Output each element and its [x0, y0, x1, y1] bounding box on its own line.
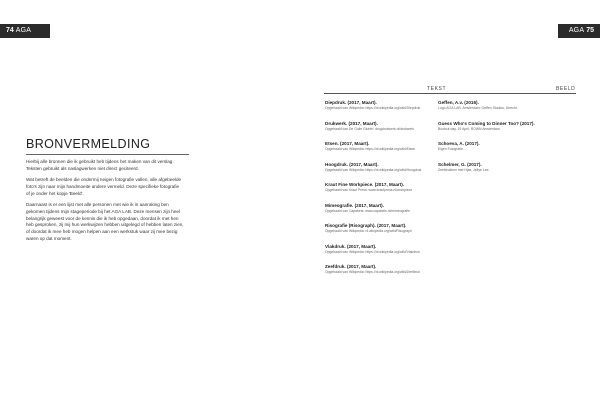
source-title: Zeefdruk. (2017, Maart).: [325, 264, 377, 269]
source-detail: Opgehaald van Kraut Press: www.krautpress.nl/workpiece: [325, 188, 413, 192]
source-detail: Opgehaald van Wikipedia: https://nl.wikipedia.org/wiki/Vlakdruk: [325, 249, 420, 254]
source-title: Etsen. (2017, Maart).: [325, 141, 370, 146]
publication-label-left: AGA: [15, 27, 32, 34]
source-detail: Bootcut day, 19 April. ROWN Amsterdam.: [438, 126, 501, 131]
source-title: Vlakdruk. (2017, Maart).: [325, 243, 377, 249]
intro-text: [26, 159, 184, 247]
source-detail: Logo AGA LAB. Amsterdam: Geffen Studios, Utrecht.: [438, 106, 518, 110]
source-detail: Opgehaald van Wikipedia: https://nl.wikipedia.org/wiki/Diepdruk: [325, 106, 421, 110]
source-entry: [325, 141, 430, 162]
source-detail: Opgehaald van Wikipedia: https://nl.wikipedia.org/wiki/Hoogdruk: [325, 167, 422, 172]
source-entry: [325, 162, 430, 183]
source-title: Guess Who's Coming to Dinner Too? (2017).: [438, 120, 535, 126]
column-heading-text: TEKST: [427, 86, 447, 92]
image-sources-list: [438, 100, 578, 182]
source-entry: [325, 244, 430, 265]
intro-paragraph: Wat betreft de beelden die ondermij neigen fotografie vallen, alle afgebeelde foto's zijn naar mijn handmoeite andere vermeld. Deze specifieke fotografie of je onder het kopje 'Beeld'.: [26, 177, 182, 196]
source-title: Diepdruk. (2017, Maart).: [325, 100, 377, 105]
source-entry: [438, 162, 578, 183]
intro-paragraph: Hierbij alle bronnen die ik gebruikt heb tijdens het maken van dit verslag. Teksten gebruikt als naslagwerken niet direct geciteerd.: [26, 159, 174, 171]
source-entry: [438, 100, 578, 121]
column-heading-divider: [324, 93, 576, 94]
page-number-tab-left: [0, 24, 50, 38]
source-title: Mimeografie. (2017, Maart).: [325, 202, 384, 208]
source-detail: Opgehaald van Capabels: www.capabels.nl/mimeografie: [325, 208, 411, 213]
text-sources-list: [325, 100, 430, 285]
source-entry: [325, 121, 430, 142]
page-number-left: 74: [6, 27, 14, 34]
source-title: Risografie (Risograph). (2017, Maart).: [325, 223, 407, 228]
source-detail: Opgehaald van Wikipedia: nl.wikipedia.org/wiki/Risograph: [325, 229, 412, 233]
source-entry: [325, 223, 430, 244]
source-entry: [325, 264, 430, 285]
source-entry: [325, 182, 430, 203]
source-title: Geffen, A.v. (2016).: [438, 100, 479, 105]
source-entry: [438, 121, 578, 142]
intro-paragraph: Daarnaast is er een lijst met alle personen met wie ik in aanraking ben gekomen tijdens mijn stageperiode bij het AGA LAB. Deze mensen zijn heel belangrijk geweest voor de kennis die ik heb opgedaan, doordat ik met hen heb gesproken, zij mij hun werkwijzen hebben uitgelegd of hebben laten zien, of doordat ik mee heb mogen helpen aan een werkstuk waar zij mee bezig waren op dat moment.: [26, 201, 184, 241]
source-detail: Opgehaald van Wikipedia: https://nl.wikipedia.org/wiki/Zeefdruk: [325, 270, 420, 274]
source-title: Schoeva, A. (2017).: [438, 141, 480, 146]
source-title: Drukwerk. (2017, Maart).: [325, 120, 378, 126]
source-detail: Opgehaald van De Gulle Gluren: drogdrukwerk.nl/drukwerk: [325, 126, 414, 131]
source-entry: [438, 141, 578, 162]
page-title: BRONVERMELDING: [26, 137, 151, 151]
source-title: Schelmer, G. (2017).: [438, 161, 482, 167]
source-title: Hoogdruk. (2017, Maart).: [325, 161, 379, 167]
source-title: Kraut Fine Workpiece. (2017, Maart).: [325, 182, 405, 187]
source-detail: Zeefdrukken met Hjas, Jeltye Lee.: [438, 167, 490, 172]
page-number-tab-right: [558, 24, 600, 38]
title-divider: [26, 154, 189, 155]
source-entry: [325, 100, 430, 121]
page-number-right: 75: [586, 27, 594, 34]
column-heading-image: BEELD: [556, 86, 576, 92]
publication-label-right: AGA: [568, 27, 585, 34]
source-entry: [325, 203, 430, 224]
source-detail: Eigen Fotografie.: [438, 147, 464, 151]
source-detail: Opgehaald van Wikipedia: https://nl.wikipedia.org/wiki/Etsen: [325, 147, 416, 151]
